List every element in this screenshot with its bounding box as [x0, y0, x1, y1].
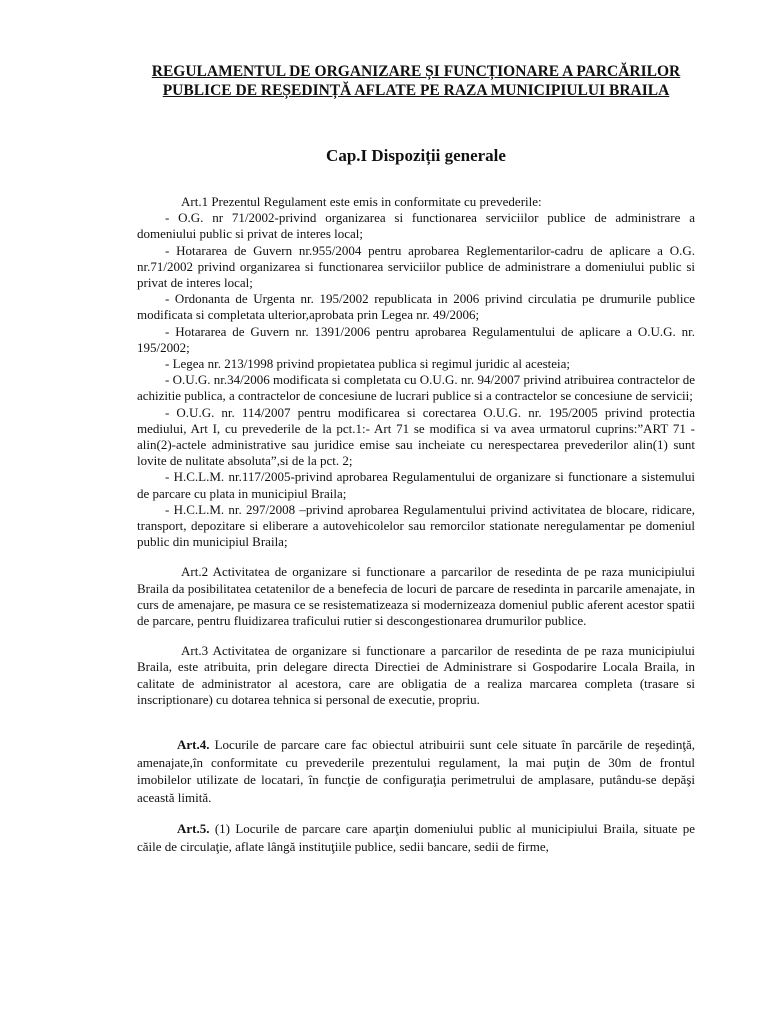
art1-item: - Hotararea de Guvern nr. 1391/2006 pentru aprobarea Regulamentului de aplicare a O.U.G. nr. 195/2002;: [137, 323, 695, 355]
art5-paragraph: [137, 820, 695, 855]
art4-label: Art.4.: [177, 737, 210, 753]
art1-item: - O.G. nr 71/2002-privind organizarea si functionarea serviciilor publice de administrare a domeniului public si privat de interes local;: [137, 210, 695, 242]
art1-item: - Ordonanta de Urgenta nr. 195/2002 republicata in 2006 privind circulatia pe drumurile publice modificata si completata ulterior,aprobata prin Legea nr. 49/2006;: [137, 291, 695, 323]
art1-item: - O.U.G. nr.34/2006 modificata si completata cu O.U.G. nr. 94/2007 privind atribuirea contractelor de achizitie publica, a contractelor de concesiune de lucrari publice si a contractelor se concesiune de servicii;: [137, 372, 695, 404]
spacer: [137, 708, 695, 736]
art1-item: - Legea nr. 213/1998 privind propietatea publica si regimul juridic al acesteia;: [165, 356, 571, 372]
chapter-heading: Cap.I Dispoziții generale: [326, 146, 506, 165]
art2-paragraph: Art.2 Activitatea de organizare si functionare a parcarilor de resedinta de pe raza municipiului Braila da posibilitatea cetatenilor de a benefecia de locuri de parcare de resedinta in parcarile amenajate, in curs de amenajare, pe masura ce se resistematizeaza si modernizeaza domeniul public aferent acestor spatii de parcare, pentru fluidizarea traficului rutier si descongestionarea drumurilor publice.: [137, 564, 695, 629]
art1-item: - H.C.L.M. nr.117/2005-privind aprobarea Regulamentului de organizare si functionare a sistemului de parcare cu plata in municipiul Braila;: [137, 469, 695, 501]
art1-item: - H.C.L.M. nr. 297/2008 –privind aprobarea Regulamentului privind activitatea de blocare, ridicare, transport, depozitare si eliberare a autovehicolelor sau remorcilor stationate neregulamentar pe domeniul public din municipiul Braila;: [137, 501, 695, 550]
spacer: [137, 629, 695, 643]
art5-text: (1) Locurile de parcare care aparţin domeniului public al municipiului Braila, situate pe căile de circulaţie, aflate lângă instituţiile publice, sedii bancare, sedii de firme,: [137, 821, 695, 854]
document-title: REGULAMENTUL DE ORGANIZARE ȘI FUNCȚIONARE A PARCĂRILOR PUBLICE DE REȘEDINȚĂ AFLATE PE RAZA MUNICIPIULUI BRAILA: [151, 63, 681, 99]
art1-item: - O.U.G. nr. 114/2007 pentru modificarea si corectarea O.U.G. nr. 195/2005 privind protectia mediului, Art I, cu prevederile de la pct.1:- Art 71 se modifica si va avea urmatorul cuprins:”ART 71 -alin(2)-actele administrative sau juridice emise sau incheiate cu nerespectarea prevederilor alin(1) sunt lovite de nulitate absoluta”,si de la pct. 2;: [137, 404, 695, 469]
art3-paragraph: Art.3 Activitatea de organizare si functionare a parcarilor de resedinta de pe raza municipiului Braila, este atribuita, prin delegare directa Directiei de Administrare si Gospodarire Locala Braila, in calitate de administrator al acestora, care are obligatia de a realiza marcarea completa (trasare si inscriptionare) cu dotarea tehnica si personal de executie, propriu.: [137, 643, 695, 707]
art1-intro: Art.1 Prezentul Regulament este emis in conformitate cu prevederile:: [181, 194, 542, 209]
art4-paragraph: [137, 736, 695, 806]
spacer: [137, 806, 695, 820]
art4-text: Locurile de parcare care fac obiectul atribuirii sunt cele situate în parcările de reşedinţă, amenajate,în conformitate cu prevederile prezentului regulament, la mai puţin de 30m de frontul imobilelor utilizate de locatari, în funcţie de configuraţia perimetrului de amplasare, putându-se depăşi această limită.: [137, 737, 695, 805]
art5-label: Art.5.: [177, 821, 210, 837]
spacer: [137, 550, 695, 564]
art1-item: - Hotararea de Guvern nr.955/2004 pentru aprobarea Reglementarilor-cadru de aplicare a O.G. nr.71/2002 privind organizarea si functionarea serviciilor publice de administrare a domeniului public si privat de interes local;: [137, 242, 695, 291]
